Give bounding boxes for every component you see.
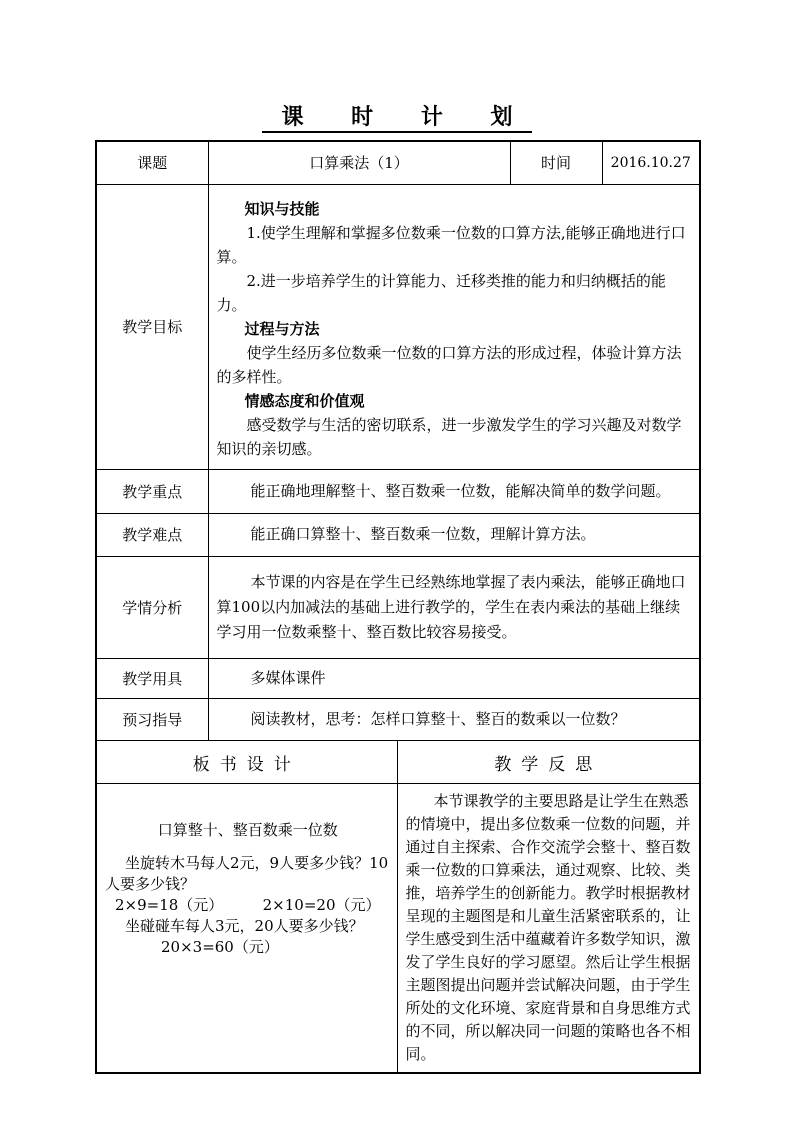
- objectives-label: 教学目标: [96, 184, 208, 469]
- key-point-value: 能正确地理解整十、整百数乘一位数，能解决简单的数学问题。: [208, 469, 700, 513]
- analysis-label: 学情分析: [96, 556, 208, 658]
- reflection-content: 本节课教学的主要思路是让学生在熟悉的情境中，提出多位数乘一位数的问题，并通过自主探索、合作交流学会整十、整百数乘一位数的口算乘法，通过观察、比较、类推，培养学生的创新能力。教学时根据教材呈现的主题图是和儿童生活紧密联系的，让学生感受到生活中蕴藏着许多数学知识，激发了学生良好的学习愿望。然后让学生根据主题图提出问题并尝试解决问题，由于学生所处的文化环境、家庭背景和自身思维方式的不同，所以解决同一问题的策略也各不相同。: [397, 784, 700, 1074]
- objective-heading-emotion: 情感态度和价值观: [244, 391, 365, 410]
- board-title: 口算整十、整百数乘一位数: [157, 821, 338, 839]
- objective-text-1: 1.使学生理解和掌握多位数乘一位数的口算方法,能够正确地进行口算。: [216, 223, 686, 266]
- board-header: 板书设计: [96, 741, 397, 784]
- difficulty-label: 教学难点: [96, 513, 208, 556]
- time-value: 2016.10.27: [602, 141, 700, 184]
- board-question-2: 坐碰碰车每人3元，20人要多少钱？: [125, 917, 364, 935]
- topic-value: 口算乘法（1）: [208, 141, 510, 184]
- board-content: [96, 784, 397, 1074]
- key-point-label: 教学重点: [96, 469, 208, 513]
- reflection-header: 教学反思: [397, 741, 700, 784]
- preview-value: 阅读教材，思考：怎样口算整十、整百的数乘以一位数？: [208, 698, 700, 740]
- board-answer-1: 2×9=18（元）: [115, 896, 224, 914]
- topic-label: 课题: [96, 141, 208, 184]
- objectives-content: [208, 184, 700, 469]
- preview-label: 预习指导: [96, 698, 208, 740]
- time-label: 时间: [510, 141, 602, 184]
- board-answer-3: 20×3=60（元）: [161, 938, 279, 956]
- objective-heading-knowledge: 知识与技能: [244, 199, 320, 218]
- objective-text-4: 感受数学与生活的密切联系，进一步激发学生的学习兴趣及对数学知识的亲切感。: [216, 415, 682, 458]
- objective-text-2: 2.进一步培养学生的计算能力、迁移类推的能力和归纳概括的能力。: [216, 271, 666, 314]
- page-title: 课 时 计 划: [0, 100, 794, 131]
- objective-text-3: 使学生经历多位数乘一位数的口算方法的形成过程，体验计算方法的多样性。: [216, 343, 682, 386]
- objective-heading-process: 过程与方法: [244, 319, 320, 338]
- tools-value: 多媒体课件: [208, 658, 700, 698]
- tools-label: 教学用具: [96, 658, 208, 698]
- board-reflection-table: [95, 740, 701, 1074]
- board-answers-row: [105, 895, 391, 916]
- board-question-1: 坐旋转木马每人2元，9人要多少钱？10人要多少钱？: [105, 854, 389, 893]
- lesson-plan-table: [95, 140, 701, 741]
- analysis-value: 本节课的内容是在学生已经熟练地掌握了表内乘法，能够正确地口算100以内加减法的基础上进行教学的，学生在表内乘法的基础上继续学习用一位数乘整十、整百数比较容易接受。: [208, 556, 700, 658]
- board-answer-2: 2×10=20（元）: [262, 896, 381, 914]
- difficulty-value: 能正确口算整十、整百数乘一位数，理解计算方法。: [208, 513, 700, 556]
